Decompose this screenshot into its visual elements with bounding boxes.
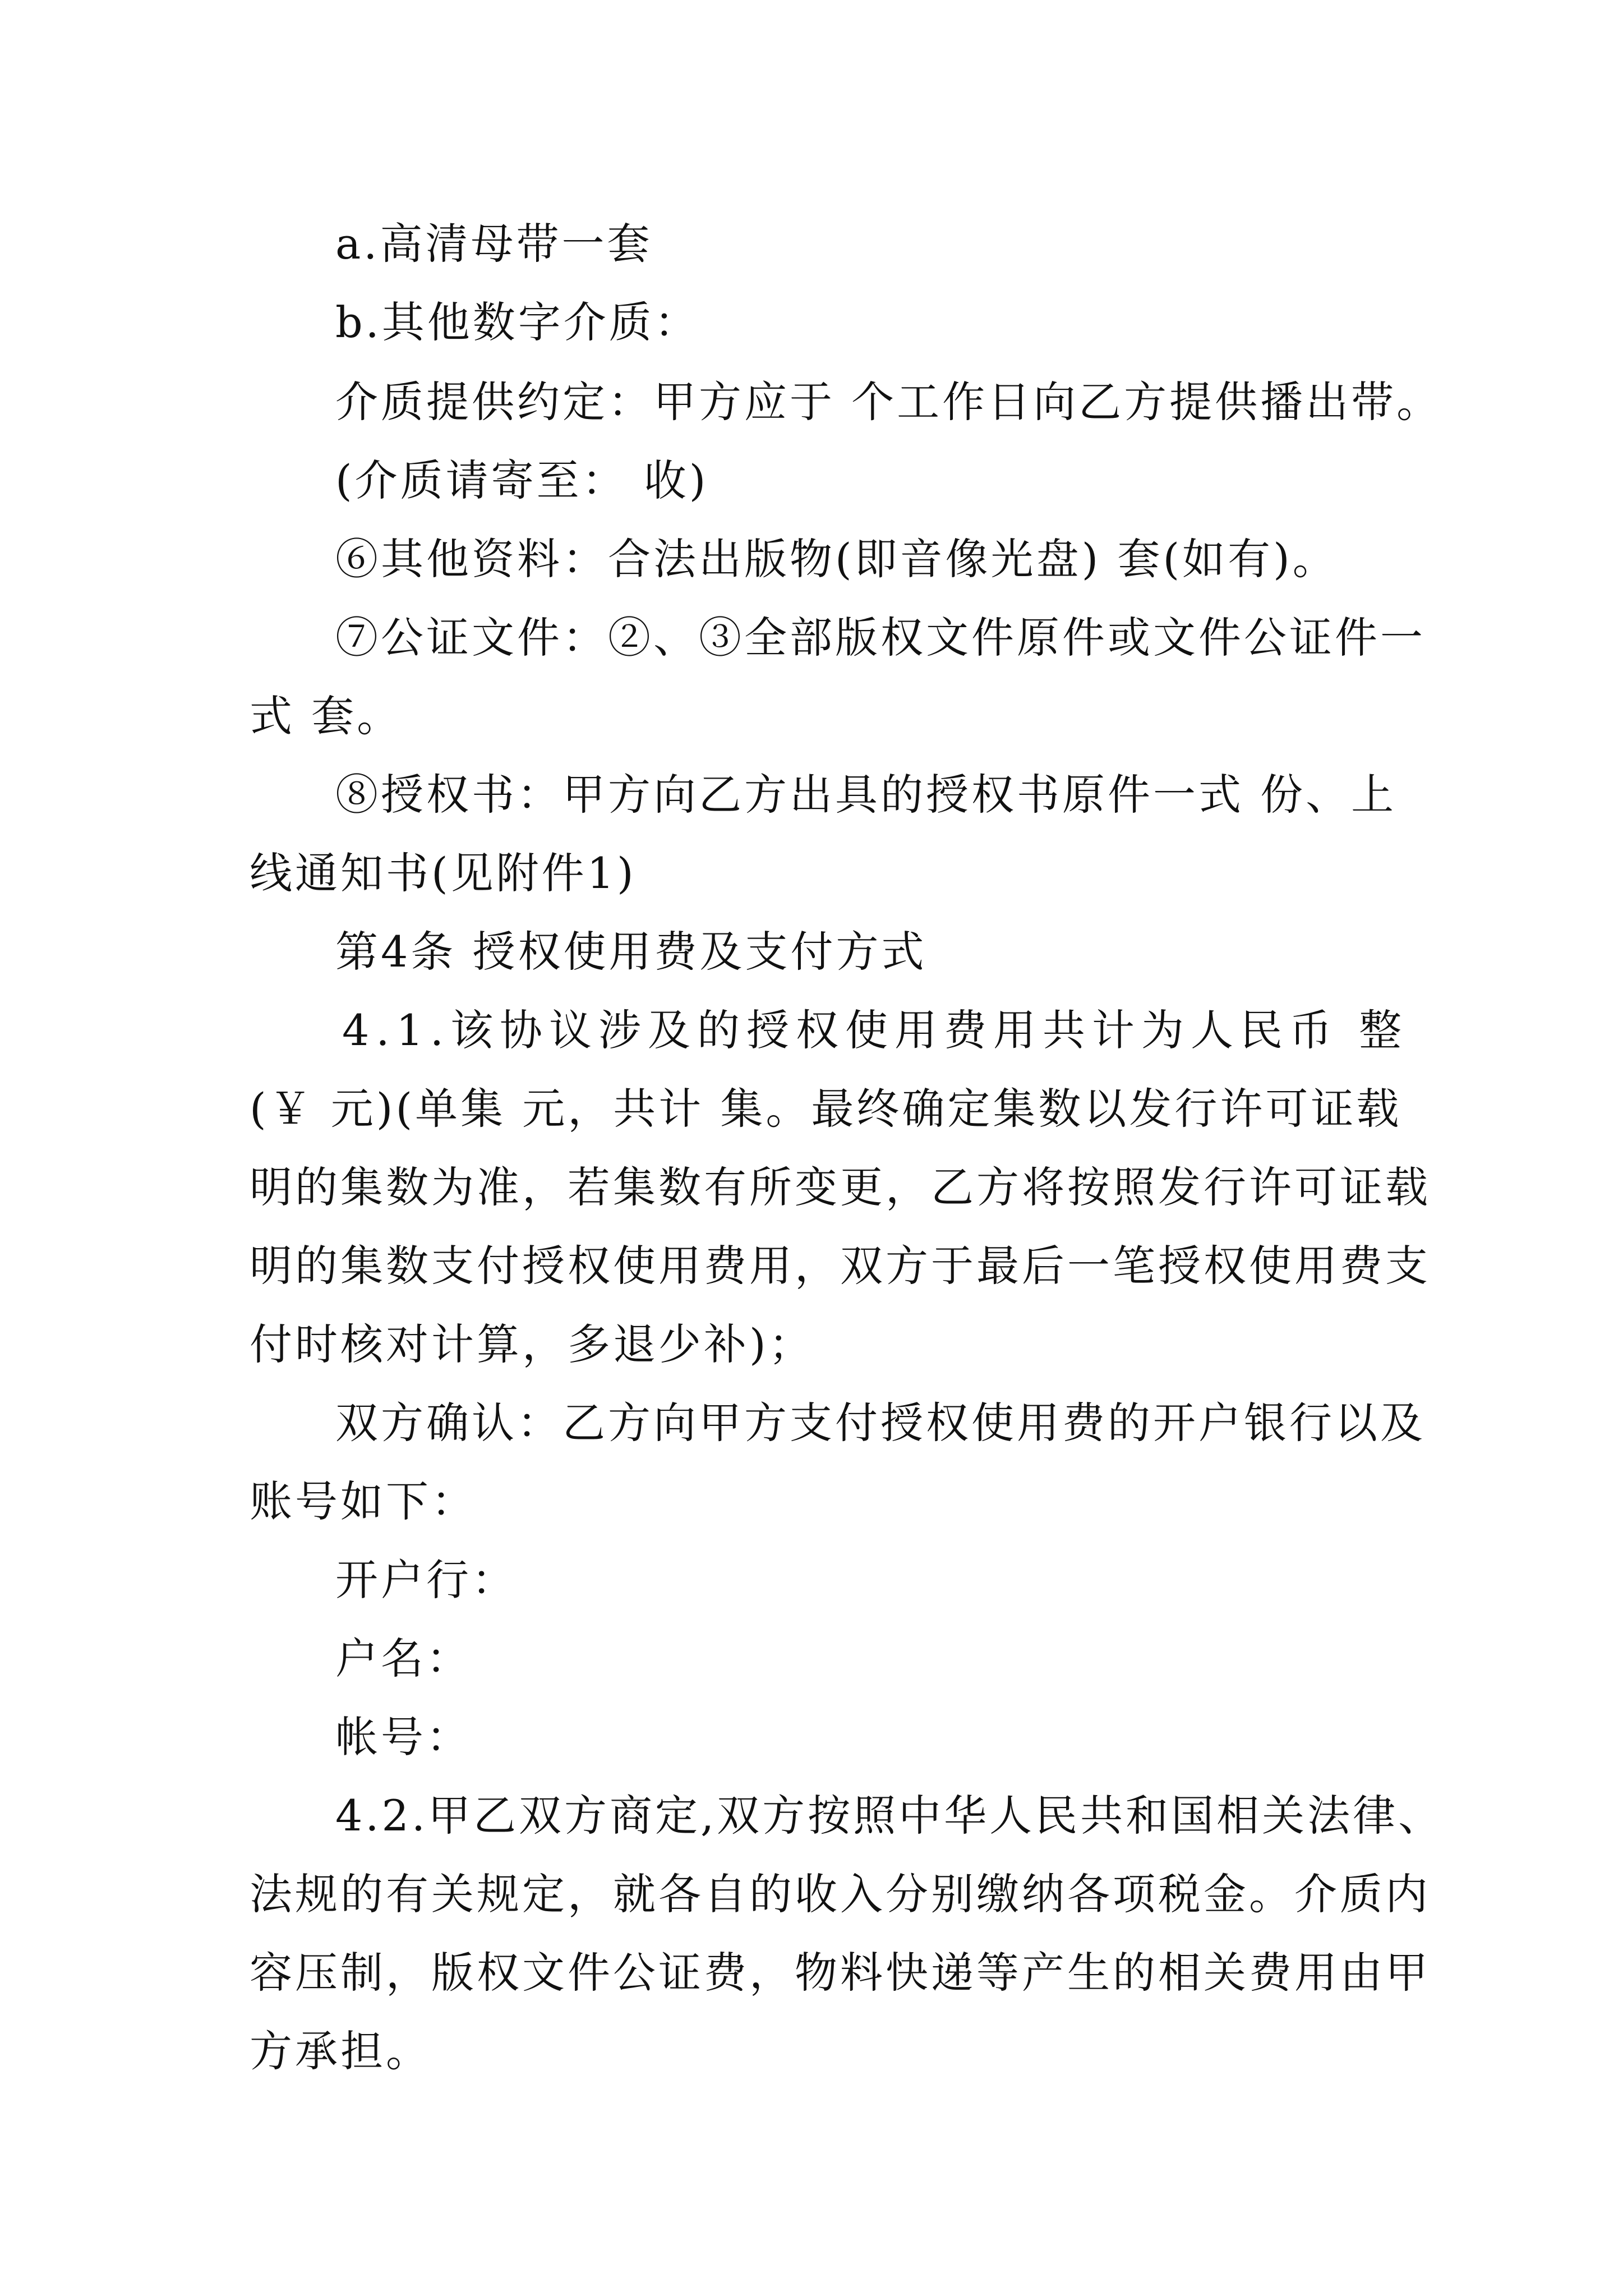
clause-4-2-line-3: 容压制，版权文件公证费，物料快递等产生的相关费用由甲: [250, 1948, 1431, 1998]
authorization-letter-cont: 线通知书(见附件1): [250, 848, 637, 898]
clause-4-2: 4.2.甲乙双方商定,双方按照中华人民共和国相关法律、: [335, 1791, 1444, 1841]
clause-4-1: 4.1.该协议涉及的授权使用费用共计为人民币 整: [342, 1005, 1409, 1055]
bank-confirmation-cont: 账号如下：: [250, 1476, 477, 1526]
media-item-b: b.其他数字介质：: [335, 297, 700, 347]
clause-4-2-line-2: 法规的有关规定，就各自的收入分别缴纳各项税金。介质内: [250, 1869, 1431, 1919]
authorization-letter: ⑧授权书：甲方向乙方出具的授权书原件一式 份、上: [335, 770, 1397, 820]
article-4-heading: 第4条 授权使用费及支付方式: [335, 927, 927, 977]
media-item-a: a.高清母带一套: [335, 219, 653, 269]
clause-4-1-line-3: 明的集数为准，若集数有所变更，乙方将按照发行许可证载: [250, 1162, 1431, 1212]
clause-4-2-line-4: 方承担。: [250, 2026, 431, 2076]
clause-4-1-line-5: 付时核对计算，多退少补)；: [250, 1319, 814, 1369]
account-name-label: 户名：: [335, 1634, 472, 1683]
media-mailing-address: (介质请寄至： 收): [335, 455, 709, 505]
media-delivery-terms: 介质提供约定：甲方应于 个工作日向乙方提供播出带。: [335, 377, 1442, 427]
notarized-documents: ⑦公证文件：②、③全部版权文件原件或文件公证件一: [335, 613, 1426, 662]
bank-confirmation: 双方确认：乙方向甲方支付授权使用费的开户银行以及: [335, 1398, 1426, 1448]
clause-4-1-line-4: 明的集数支付授权使用费用，双方于最后一笔授权使用费支: [250, 1241, 1431, 1291]
notarized-documents-cont: 式 套。: [250, 691, 403, 741]
other-materials: ⑥其他资料：合法出版物(即音像光盘) 套(如有)。: [335, 534, 1338, 584]
clause-4-1-line-2: (￥ 元)(单集 元，共计 集。最终确定集数以发行许可证载: [250, 1084, 1402, 1134]
account-number-label: 帐号：: [335, 1712, 472, 1762]
bank-name-label: 开户行：: [335, 1555, 517, 1605]
